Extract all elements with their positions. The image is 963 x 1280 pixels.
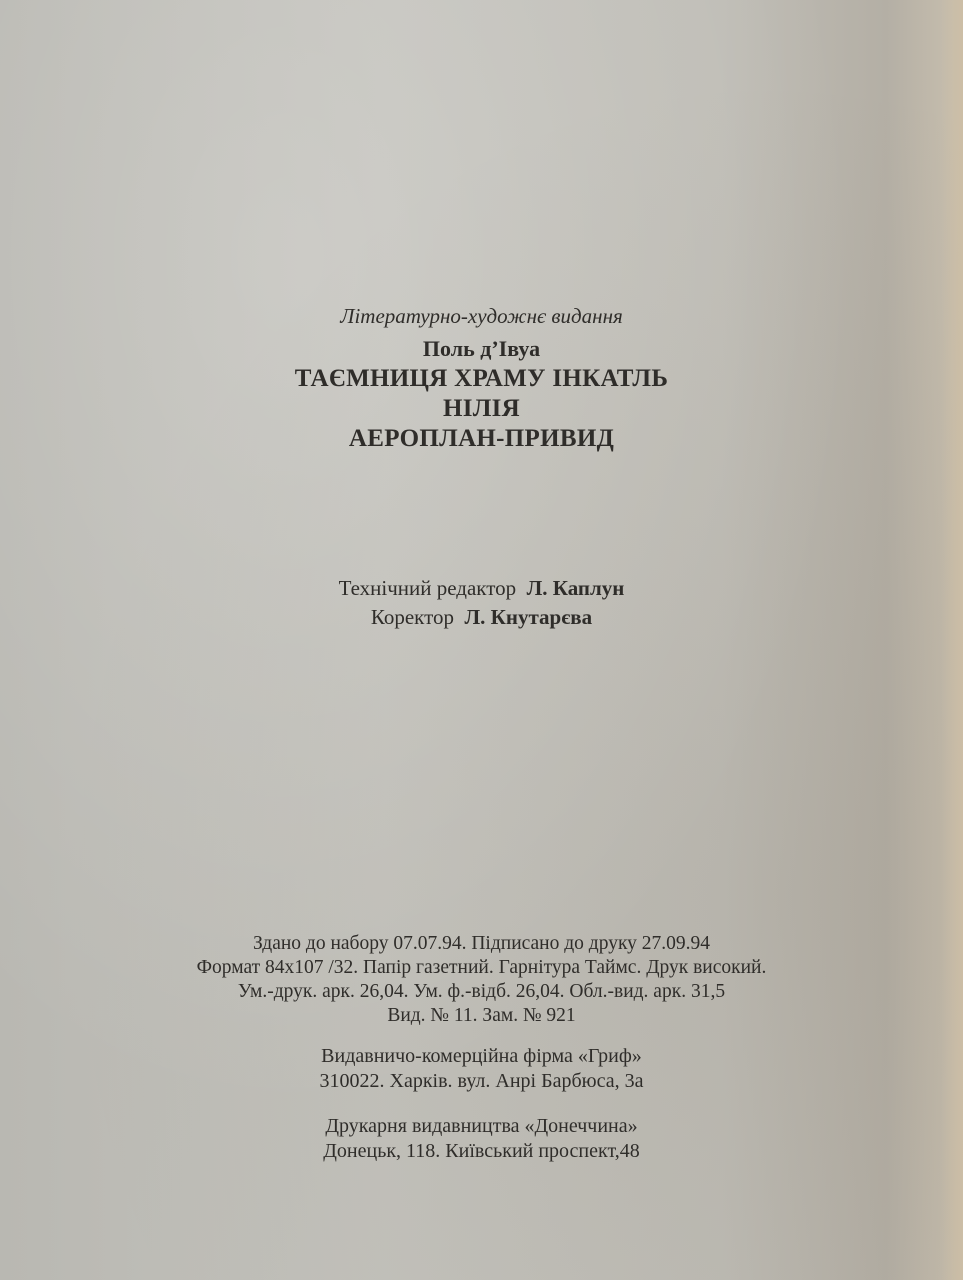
printer-address: Донецьк, 118. Київський проспект,48 [323,1140,640,1162]
proofreader-credit [0,603,963,632]
author-name [0,336,963,362]
publisher-info [0,1044,963,1094]
staff-credits [0,574,963,632]
title-2: НІЛІЯ [442,395,521,422]
imprint-line-order: Вид. № 11. Зам. № 921 [387,1005,576,1026]
printer-info [0,1114,963,1164]
tech-editor-role: Технічний редактор [338,576,517,600]
tech-editor-name: Л. Каплун [526,576,625,600]
printer-name: Друкарня видавництва «Донеччина» [325,1115,638,1137]
imprint-line-dates: Здано до набору 07.07.94. Підписано до друку 27.09.94 [252,933,711,954]
publisher-address: 310022. Харків. вул. Анрі Барбюса, 3а [319,1070,644,1092]
series-label [0,304,963,329]
title-1: ТАЄМНИЦЯ ХРАМУ ІНКАТЛЬ [294,365,669,392]
titles-list [0,364,963,454]
imprint-line-sheets: Ум.-друк. арк. 26,04. Ум. ф.-відб. 26,04. Обл.-вид. арк. 31,5 [237,981,726,1002]
author-name-text: Поль д’Івуа [422,336,541,361]
proofreader-name: Л. Кнутарєва [464,605,593,629]
series-label-text: Літературно-художнє видання [340,304,623,328]
proofreader-role: Коректор [370,605,454,629]
tech-editor-credit [0,574,963,603]
publisher-name: Видавничо-комерційна фірма «Гриф» [321,1045,642,1067]
imprint-details [0,932,963,1028]
title-3: АЕРОПЛАН-ПРИВИД [348,425,615,452]
imprint-line-format: Формат 84x107 /32. Папір газетний. Гарнітура Таймс. Друк високий. [196,957,767,978]
